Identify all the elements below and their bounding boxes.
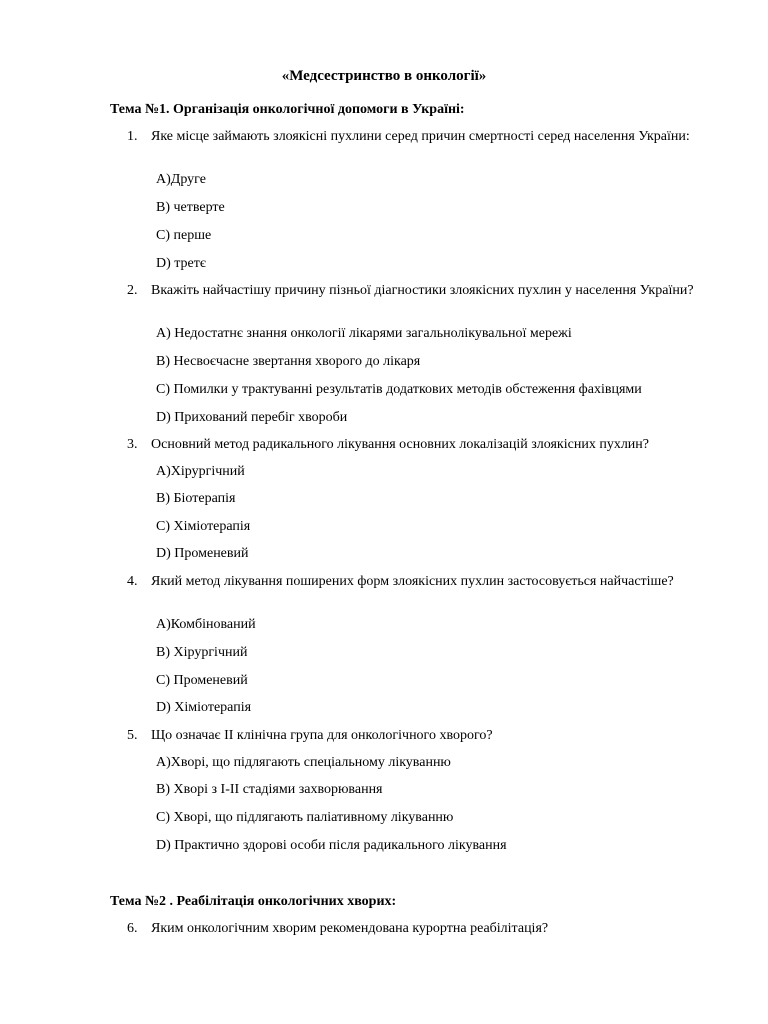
- question-text: Яким онкологічним хворим рекомендована курортна реабілітація?: [151, 921, 549, 936]
- question-number: 4.: [127, 574, 138, 589]
- answer-option: D) Хіміотерапія: [156, 700, 252, 715]
- question-text: Яке місце займають злоякісні пухлини серед причин смертності серед населення України:: [151, 129, 690, 144]
- answer-option: С) Хіміотерапія: [156, 519, 251, 534]
- answer-option: А)Хворі, що підлягають спеціальному лікуванню: [156, 755, 451, 770]
- answer-option: С) перше: [156, 228, 212, 243]
- question-6: [127, 920, 727, 937]
- answer-option: D) Практично здорові особи після радикального лікування: [156, 838, 507, 853]
- question-text: Вкажіть найчастішу причину пізньої діагностики злоякісних пухлин у населення України?: [151, 283, 694, 298]
- answer-option: С) Хворі, що підлягають паліативному лікуванню: [156, 810, 454, 825]
- answer-option: А)Комбінований: [156, 617, 256, 632]
- question-number: 5.: [127, 728, 138, 743]
- question-4: [127, 573, 727, 590]
- answer-option: А)Хірургічний: [156, 464, 245, 479]
- question-number: 3.: [127, 437, 138, 452]
- question-number: 1.: [127, 129, 138, 144]
- answer-option: D) третє: [156, 256, 206, 271]
- answer-option: D) Променевий: [156, 546, 249, 561]
- question-1: [127, 128, 727, 145]
- question-number: 2.: [127, 283, 138, 298]
- answer-option: С) Помилки у трактуванні результатів додаткових методів обстеження фахівцями: [156, 382, 642, 397]
- question-text: Основний метод радикального лікування основних локалізацій злоякісних пухлин?: [151, 437, 649, 452]
- topic-heading-1: Тема №1. Організація онкологічної допомоги в Україні:: [110, 102, 465, 117]
- question-5: [127, 727, 727, 744]
- question-2: [127, 282, 727, 299]
- answer-option: А) Недостатнє знання онкології лікарями загальнолікувальної мережі: [156, 326, 572, 341]
- answer-option: В) Біотерапія: [156, 491, 236, 506]
- answer-option: А)Друге: [156, 172, 206, 187]
- answer-option: В) четверте: [156, 200, 225, 215]
- answer-option: В) Хворі з І-ІІ стадіями захворювання: [156, 782, 383, 797]
- answer-option: В) Хірургічний: [156, 645, 248, 660]
- answer-option: С) Променевий: [156, 673, 248, 688]
- question-3: [127, 436, 727, 453]
- topic-heading-2: Тема №2 . Реабілітація онкологічних хворих:: [110, 894, 397, 909]
- answer-option: В) Несвоєчасне звертання хворого до лікаря: [156, 354, 421, 369]
- question-number: 6.: [127, 921, 138, 936]
- question-text: Який метод лікування поширених форм злоякісних пухлин застосовується найчастіше?: [151, 574, 674, 589]
- document-title: «Медсестринство в онкології»: [281, 68, 487, 84]
- answer-option: D) Прихований перебіг хвороби: [156, 410, 348, 425]
- question-text: Що означає ІІ клінічна група для онкологічного хворого?: [151, 728, 493, 743]
